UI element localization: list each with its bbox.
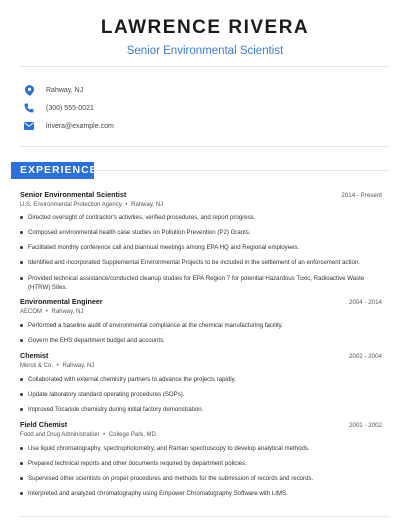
contact-location	[22, 81, 83, 99]
list-item: Identified and incorporated Supplemental Environmental Projects to be included in the settlement of an enforcement action.	[20, 258, 382, 267]
list-item: Prepared technical reports and other documents required by department policies.	[20, 459, 382, 468]
list-item: Govern the EHS department budget and accounts.	[20, 336, 382, 345]
job-employer: U.S. Environmental Protection Agency • Rahway, NJ	[20, 202, 164, 208]
job-employer: Merck & Co. • Rahway, NJ	[20, 363, 95, 369]
email-text[interactable]: lrivera@example.com	[46, 122, 114, 130]
contact-divider	[20, 146, 390, 147]
job-title: Chemist	[20, 351, 49, 360]
job-employer: AECOM • Rahway, NJ	[20, 309, 84, 315]
job-dates: 2002 - 2004	[348, 353, 382, 360]
list-item: Directed oversight of contractor's activities, verified procedures, and report progress.	[20, 213, 382, 222]
job-employer: Food and Drug Administration • College Park, MD	[20, 432, 156, 438]
contact-phone	[22, 99, 94, 117]
list-item: Provided technical assistance/conducted cleanup studies for EPA Region 7 for potential Hazardous Toxic, Radioactive Waste (HTRW) Sites.	[20, 274, 382, 292]
list-item: Interpreted and analyzed chromatography using Empower Chromatography Software with LIMS.	[20, 489, 382, 498]
employer-location: Rahway, NJ	[62, 363, 95, 369]
job-entry	[20, 297, 382, 315]
list-item: Supervised other scientists on proper procedures and methods for the submission of records and records.	[20, 474, 382, 483]
candidate-title: Senior Environmental Scientist	[126, 45, 284, 57]
resume-header	[0, 0, 410, 58]
experience-heading-rule	[94, 170, 390, 171]
employer-name: Merck & Co.	[20, 363, 54, 369]
job-dates: 2004 - 2014	[348, 299, 382, 306]
phone-text: (300) 555-0021	[46, 104, 94, 112]
employer-location: Rahway, NJ	[51, 309, 84, 315]
job-entry	[20, 420, 382, 438]
job-entry	[20, 190, 382, 208]
header-divider	[20, 66, 390, 67]
contact-email[interactable]	[22, 117, 114, 135]
location-text: Rahway, NJ	[46, 86, 84, 94]
job-title: Field Chemist	[20, 420, 68, 429]
job-dates: 2014 - Present	[341, 192, 382, 199]
employer-name: Food and Drug Administration	[20, 432, 100, 438]
job-entry	[20, 351, 382, 369]
list-item: Performed a baseline audit of environmental compliance at the chemical manufacturing facility.	[20, 321, 382, 330]
location-pin-icon	[22, 83, 36, 97]
phone-icon	[22, 101, 36, 115]
employer-location: College Park, MD	[108, 432, 156, 438]
employer-name: U.S. Environmental Protection Agency	[20, 202, 122, 208]
list-item: Composed environmental health case studies on Pollution Prevention (P2) Grants.	[20, 228, 382, 237]
employer-location: Rahway, NJ	[131, 202, 164, 208]
experience-heading: EXPERIENCE	[11, 162, 94, 179]
mail-icon	[22, 119, 36, 133]
list-item: Collaborated with external chemistry partners to advance the projects rapidly.	[20, 375, 382, 384]
job-title: Senior Environmental Scientist	[20, 190, 127, 199]
list-item: Facilitated monthly conference call and biannual meetings among EPA HQ and Regional employees.	[20, 243, 382, 252]
candidate-name: LAWRENCE RIVERA	[100, 17, 310, 38]
list-item: Use liquid chromatography, spectrophotometry, and Raman spectroscopy to develop analytical methods.	[20, 444, 382, 453]
job-title: Environmental Engineer	[20, 297, 103, 306]
footer-divider	[20, 516, 390, 517]
list-item: Improved Tocanide chemistry during initial factory demonstration.	[20, 405, 382, 414]
employer-name: AECOM	[20, 309, 43, 315]
job-dates: 2001 - 2002	[348, 422, 382, 429]
list-item: Update laboratory standard operating procedures (SOPs).	[20, 390, 382, 399]
